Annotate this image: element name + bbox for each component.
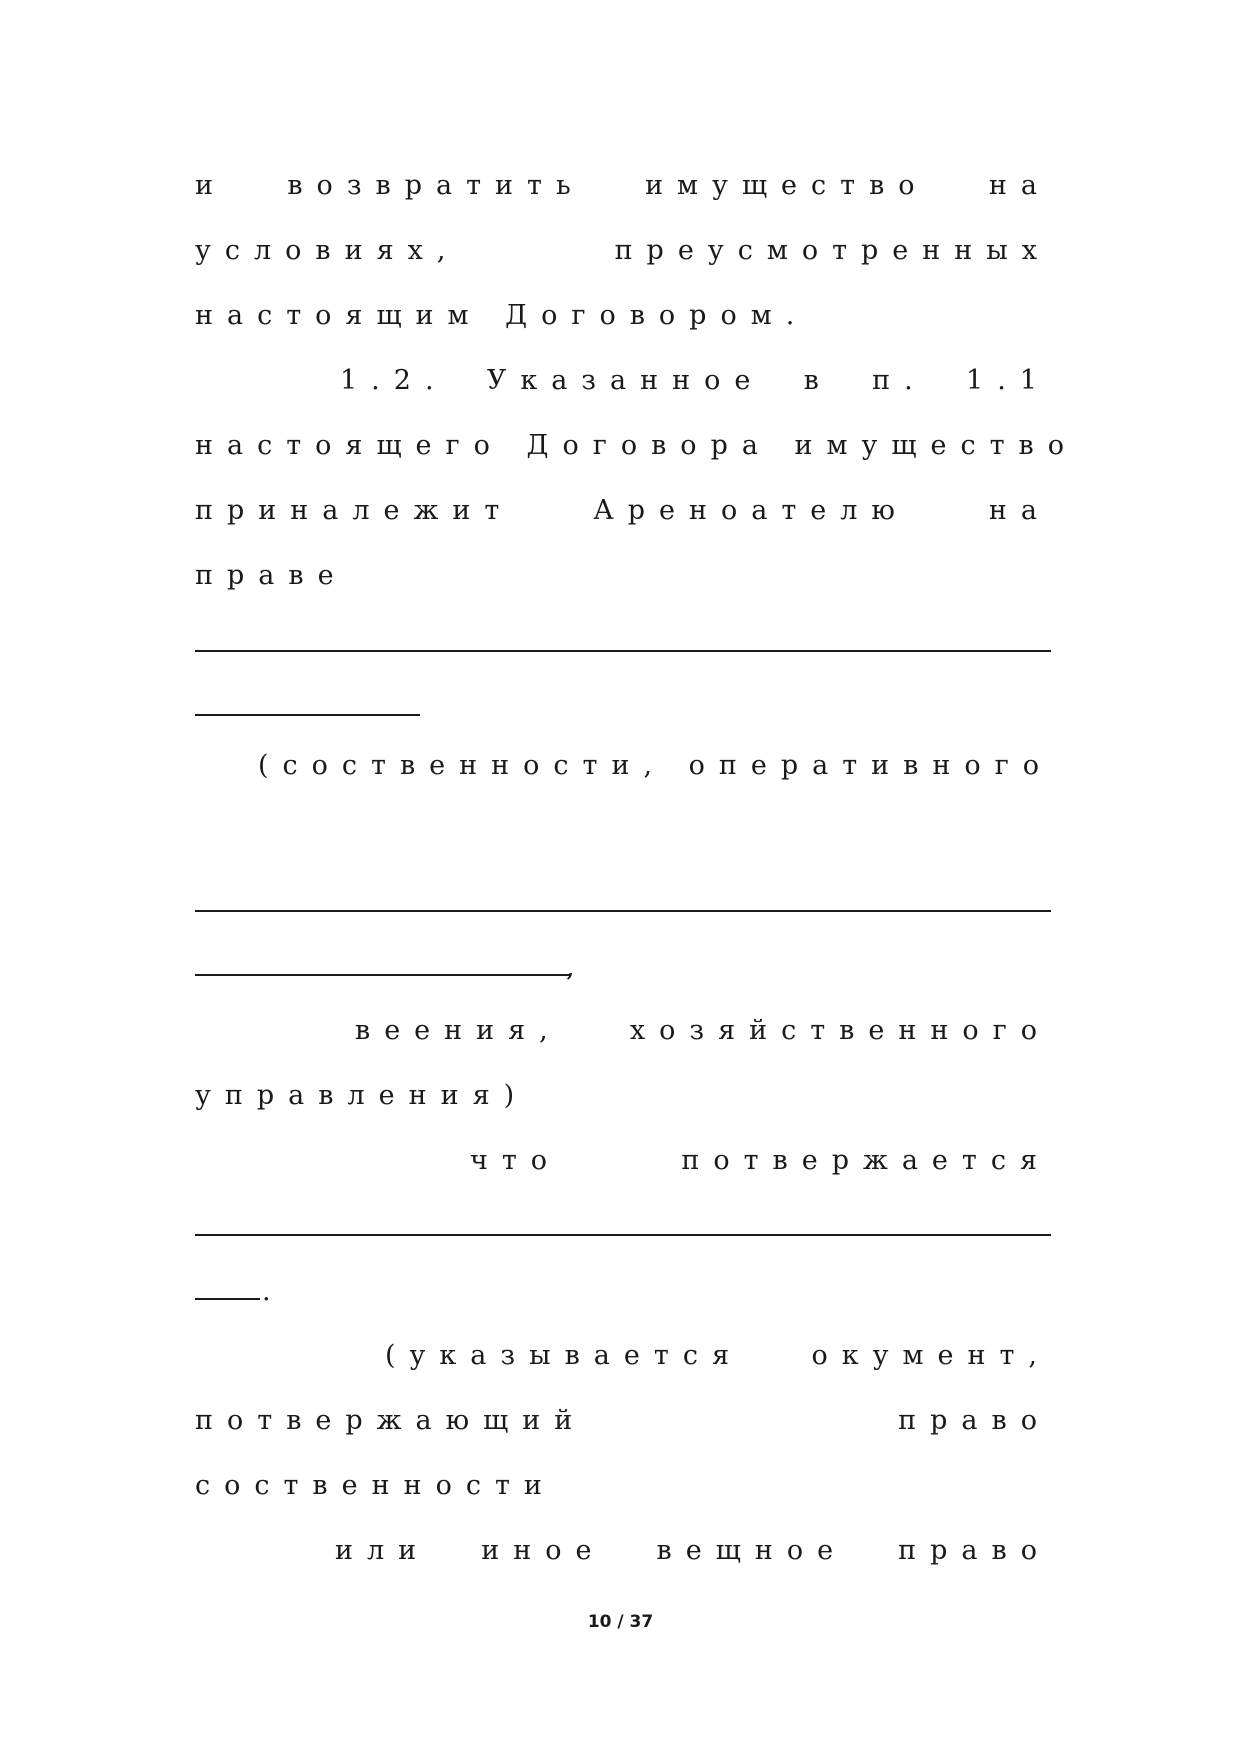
- blank-fill-line: [195, 1234, 1051, 1236]
- page-number: 10 / 37: [587, 1612, 654, 1632]
- blank-fill-line: [195, 1298, 260, 1300]
- blank-fill-line: [195, 910, 1051, 912]
- blank-fill-line: [195, 974, 570, 976]
- text-line: настоящим Договором.: [195, 299, 809, 331]
- comma-mark: ,: [566, 952, 575, 983]
- text-line: условиях, преусмотренных: [195, 234, 1051, 266]
- text-line: настоящего Договора имущество: [195, 429, 1079, 461]
- text-line: соственности: [195, 1469, 556, 1501]
- blank-fill-line: [195, 714, 420, 716]
- text-line: веения, хозяйственного: [355, 1014, 1051, 1046]
- text-line: (указывается окумент,: [385, 1339, 1051, 1371]
- text-line: или иное вещное право: [335, 1534, 1051, 1566]
- period-mark: .: [262, 1276, 271, 1307]
- text-line: праве: [195, 559, 348, 591]
- blank-fill-line: [195, 650, 1051, 652]
- text-line: приналежит Ареноателю на: [195, 494, 1051, 526]
- text-line: что потвержается: [470, 1144, 1051, 1176]
- text-line: (соственности, оперативного: [258, 749, 1054, 781]
- text-line: потвержающий право: [195, 1404, 1051, 1436]
- text-line: и возвратить имущество на: [195, 169, 1051, 201]
- clause-heading-line: 1.2. Указанное в п. 1.1: [340, 364, 1051, 396]
- text-line: управления): [195, 1079, 529, 1111]
